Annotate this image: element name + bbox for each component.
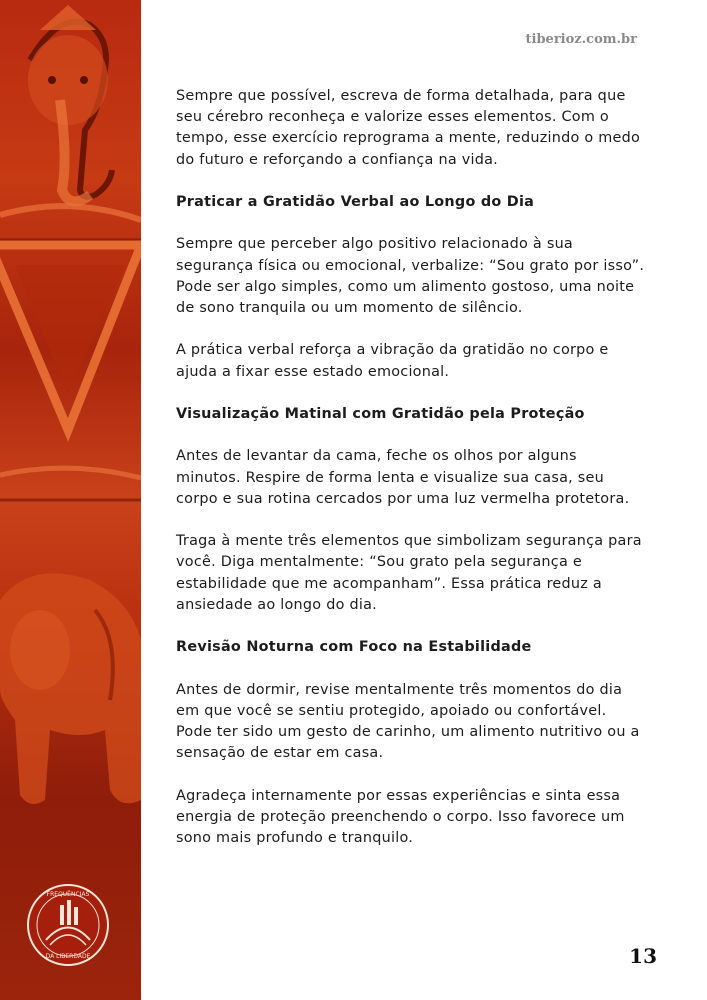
paragraph: Traga à mente três elementos que simbolizam segurança para você. Diga mentalmente: “Sou grato pela segurança e estabilidade que me acompanham”. Essa prática reduz a ansiedade ao longo do dia. [176,533,642,613]
triangle-symbol [0,245,141,430]
svg-text:FREQUÊNCIAS: FREQUÊNCIAS [46,891,90,898]
decorative-sidebar [0,0,141,1000]
ganesha-artwork [0,0,141,1000]
svg-text:DA LIBERDADE: DA LIBERDADE [45,953,91,960]
page-number: 13 [629,944,657,968]
site-url: tiberioz.com.br [525,32,637,47]
paragraph: Antes de dormir, revise mentalmente três momentos do dia em que você se sentiu protegido, apoiado ou confortável. Pode ter sido um gesto de carinho, um alimento nutritivo ou a sensação de estar em casa. [176,681,640,762]
paragraph: A prática verbal reforça a vibração da gratidão no corpo e ajuda a fixar esse estado emocional. [176,342,609,380]
section-heading: Praticar a Gratidão Verbal ao Longo do Dia [176,194,535,210]
main-content [176,86,646,870]
paragraph: Agradeça internamente por essas experiências e sinta essa energia de proteção preenchendo o corpo. Isso favorece um sono mais profundo e tranquilo. [176,787,625,846]
frequencias-logo [28,885,108,965]
paragraph: Sempre que perceber algo positivo relacionado à sua segurança física ou emocional, verbalize: “Sou grato por isso”. Pode ser algo simples, como um alimento gostoso, uma noite de sono tranquila ou um momento de silêncio. [176,236,645,316]
section-heading: Visualização Matinal com Gratidão pela Proteção [176,405,585,422]
ganesha-head [28,5,112,201]
section-heading: Revisão Noturna com Foco na Estabilidade [176,639,532,656]
elephant-figure [0,573,141,804]
paragraph: Antes de levantar da cama, feche os olhos por alguns minutos. Respire de forma lenta e visualize sua casa, seu corpo e sua rotina cercados por uma luz vermelha protetora. [176,448,630,507]
paragraph: Sempre que possível, escreva de forma detalhada, para que seu cérebro reconheça e valorize esses elementos. Com o tempo, esse exercício reprograma a mente, reduzindo o medo do futuro e reforçando a confiança na vida. [176,88,641,168]
